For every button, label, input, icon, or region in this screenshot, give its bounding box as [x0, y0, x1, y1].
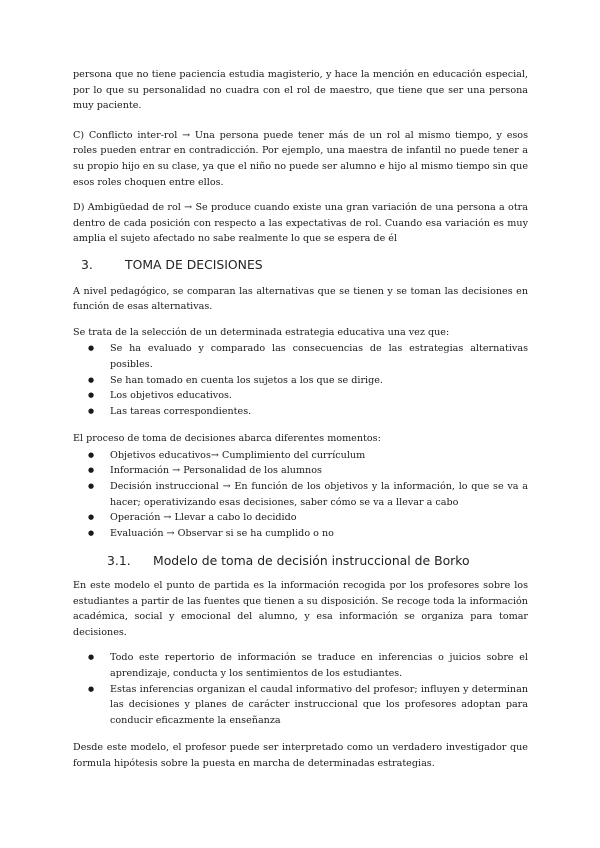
page-content [73, 67, 528, 782]
list-item: ● Decisión instruccional → En función de los objetivos y la información, lo que se va a hacer; operativizando esas decisiones, saber cómo se va a llevar a cabo [73, 479, 528, 510]
list-item: ● Evaluación → Observar si se ha cumplido o no [73, 526, 528, 542]
section-3-1-heading [73, 553, 528, 569]
list-item: ● Estas inferencias organizan el caudal informativo del profesor; influyen y determinan las decisiones y planes de carácter instruccional que los profesores adoptan para conducir eficazmente la enseñanza [73, 682, 528, 729]
closing-paragraph: Desde este modelo, el profesor puede ser interpretado como un verdadero investigador que formula hipótesis sobre la puesta en marcha de determinadas estrategias. [73, 742, 528, 769]
paragraph-role-ambiguity: D) Ambigüedad de rol → Se produce cuando existe una gran variación de una persona a otra dentro de cada posición con respecto a las expectativas de rol. Cuando esa variación es muy amplia el sujeto afectado no sabe realmente lo que se espera de él [73, 202, 528, 245]
list-item: ● Los objetivos educativos. [73, 388, 528, 404]
list-item: ● Se ha evaluado y comparado las consecuencias de las estrategias alternativas posibles. [73, 341, 528, 372]
section-3-heading [73, 257, 528, 273]
section-3-title: TOMA DE DECISIONES [125, 256, 263, 272]
list-item: ● Se han tomado en cuenta los sujetos a los que se dirige. [73, 373, 528, 389]
section-3-1-intro: En este modelo el punto de partida es la información recogida por los profesores sobre los estudiantes a partir de las fuentes que tienen a su disposición. Se recoge toda la información académica, social y emocional del alumno, y esa información se organiza para tomar decisiones. [73, 580, 528, 638]
decision-moments-list [73, 448, 528, 542]
list-1-lead: Se trata de la selección de un determinada estrategia educativa una vez que: [73, 326, 450, 338]
borko-model-list [73, 650, 528, 728]
list-item: ● Objetivos educativos→ Cumplimiento del currículum [73, 448, 528, 464]
list-2-lead: El proceso de toma de decisiones abarca diferentes momentos: [73, 433, 381, 445]
list-item: ● Todo este repertorio de información se traduce en inferencias o juicios sobre el aprendizaje, conducta y los sentimientos de los estudiantes. [73, 650, 528, 681]
list-item: ● Información → Personalidad de los alumnos [73, 463, 528, 479]
section-3-1-number: 3.1. [107, 553, 131, 569]
list-item: ● Las tareas correspondientes. [73, 404, 528, 420]
strategy-conditions-list [73, 341, 528, 419]
paragraph-inter-role-conflict: C) Conflicto inter-rol → Una persona puede tener más de un rol al mismo tiempo, y esos roles pueden entrar en contradicción. Por ejemplo, una maestra de infantil no puede tener a su propio hijo en su clase, ya que el niño no puede ser alumno e hijo al mismo tiempo sin que esos roles choquen entre ellos. [73, 129, 528, 188]
section-3-intro: A nivel pedagógico, se comparan las alternativas que se tienen y se toman las decisiones en función de esas alternativas. [73, 285, 528, 313]
section-3-number: 3. [81, 256, 93, 272]
list-item: ● Operación → Llevar a cabo lo decidido [73, 510, 528, 526]
section-3-1-title: Modelo de toma de decisión instruccional de Borko [153, 553, 470, 569]
paragraph-role-personality: persona que no tiene paciencia estudia magisterio, y hace la mención en educación especial, por lo que su personalidad no cuadra con el rol de maestro, que tiene que ser una persona muy paciente. [73, 69, 528, 112]
